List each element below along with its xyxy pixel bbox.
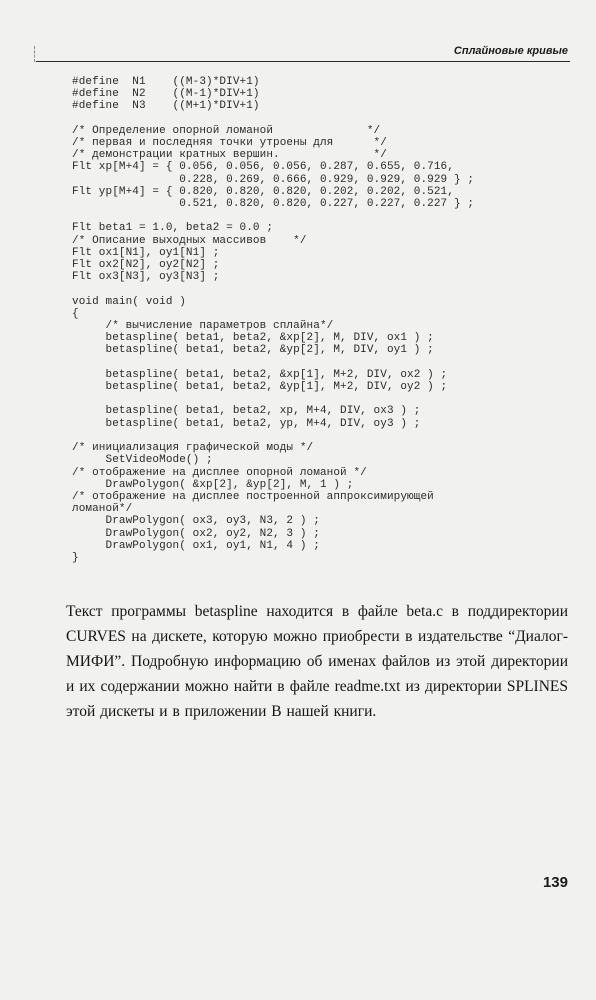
code-line: /* инициализация графической моды */ [72, 442, 314, 455]
running-header-title: Сплайновые кривые [453, 45, 568, 57]
code-line: /* первая и последняя точки утроены для */ [72, 137, 387, 150]
code-line: { [72, 307, 79, 320]
body-paragraph: Текст программы betaspline находится в файле beta.c в поддиректории CURVES на дискете, которую можно приобрести в издательстве “Диалог-МИФИ”. Подробную информацию об именах файлов из этой директории и их содержании можно найти в файле readme.txt из директории SPLINES этой дискеты и в приложении В нашей книги. [66, 603, 568, 720]
code-line: /* Описание выходных массивов */ [72, 234, 307, 247]
code-line: betaspline( beta1, beta2, &yp[2], M, DIV, oy1 ) ; [72, 344, 434, 357]
code-line: #define N1 ((M-3)*DIV+1) [72, 76, 260, 88]
code-line: DrawPolygon( ox1, oy1, N1, 4 ) ; [72, 539, 320, 552]
code-line: Flt ox1[N1], oy1[N1] ; [72, 246, 220, 259]
code-line: DrawPolygon( ox3, oy3, N3, 2 ) ; [72, 515, 320, 528]
code-line: #define N3 ((M+1)*DIV+1) [72, 100, 260, 113]
code-line: Flt yp[M+4] = { 0.820, 0.820, 0.820, 0.202, 0.202, 0.521, [72, 185, 454, 198]
code-line: 0.228, 0.269, 0.666, 0.929, 0.929, 0.929 } ; [72, 173, 475, 186]
code-listing [72, 76, 474, 564]
code-line: 0.521, 0.820, 0.820, 0.227, 0.227, 0.227 } ; [72, 198, 475, 211]
code-line: void main( void ) [72, 295, 186, 308]
header-rule [36, 61, 570, 62]
code-line: DrawPolygon( ox2, oy2, N2, 3 ) ; [72, 527, 320, 540]
code-line: /* отображение на дисплее построенной аппроксимирующей [72, 490, 434, 503]
code-line: SetVideoMode() ; [72, 454, 213, 467]
code-line: /* вычисление параметров сплайна*/ [72, 320, 334, 333]
code-line: Flt ox3[N3], oy3[N3] ; [72, 271, 220, 284]
code-line: betaspline( beta1, beta2, yp, M+4, DIV, oy3 ) ; [72, 417, 421, 430]
code-line: Flt ox2[N2], oy2[N2] ; [72, 259, 220, 272]
code-line: betaspline( beta1, beta2, xp, M+4, DIV, ox3 ) ; [72, 405, 421, 418]
code-line: Flt xp[M+4] = { 0.056, 0.056, 0.056, 0.287, 0.655, 0.716, [72, 161, 454, 174]
code-line: } [72, 551, 79, 564]
page-number: 139 [542, 874, 568, 891]
code-line: DrawPolygon( &xp[2], &yp[2], M, 1 ) ; [72, 478, 354, 491]
code-line: betaspline( beta1, beta2, &yp[1], M+2, DIV, oy2 ) ; [72, 381, 448, 394]
code-line: betaspline( beta1, beta2, &xp[1], M+2, DIV, ox2 ) ; [72, 368, 448, 381]
margin-mark [34, 46, 36, 62]
code-line: #define N2 ((M-1)*DIV+1) [72, 88, 260, 101]
code-line: /* Определение опорной ломаной */ [72, 124, 381, 137]
code-line: betaspline( beta1, beta2, &xp[2], M, DIV, ox1 ) ; [72, 332, 434, 345]
code-line: Flt beta1 = 1.0, beta2 = 0.0 ; [72, 222, 274, 235]
code-line: /* отображение на дисплее опорной ломаной */ [72, 466, 367, 479]
code-line: ломаной*/ [72, 503, 133, 516]
code-line: /* демонстрации кратных вершин. */ [72, 149, 387, 162]
